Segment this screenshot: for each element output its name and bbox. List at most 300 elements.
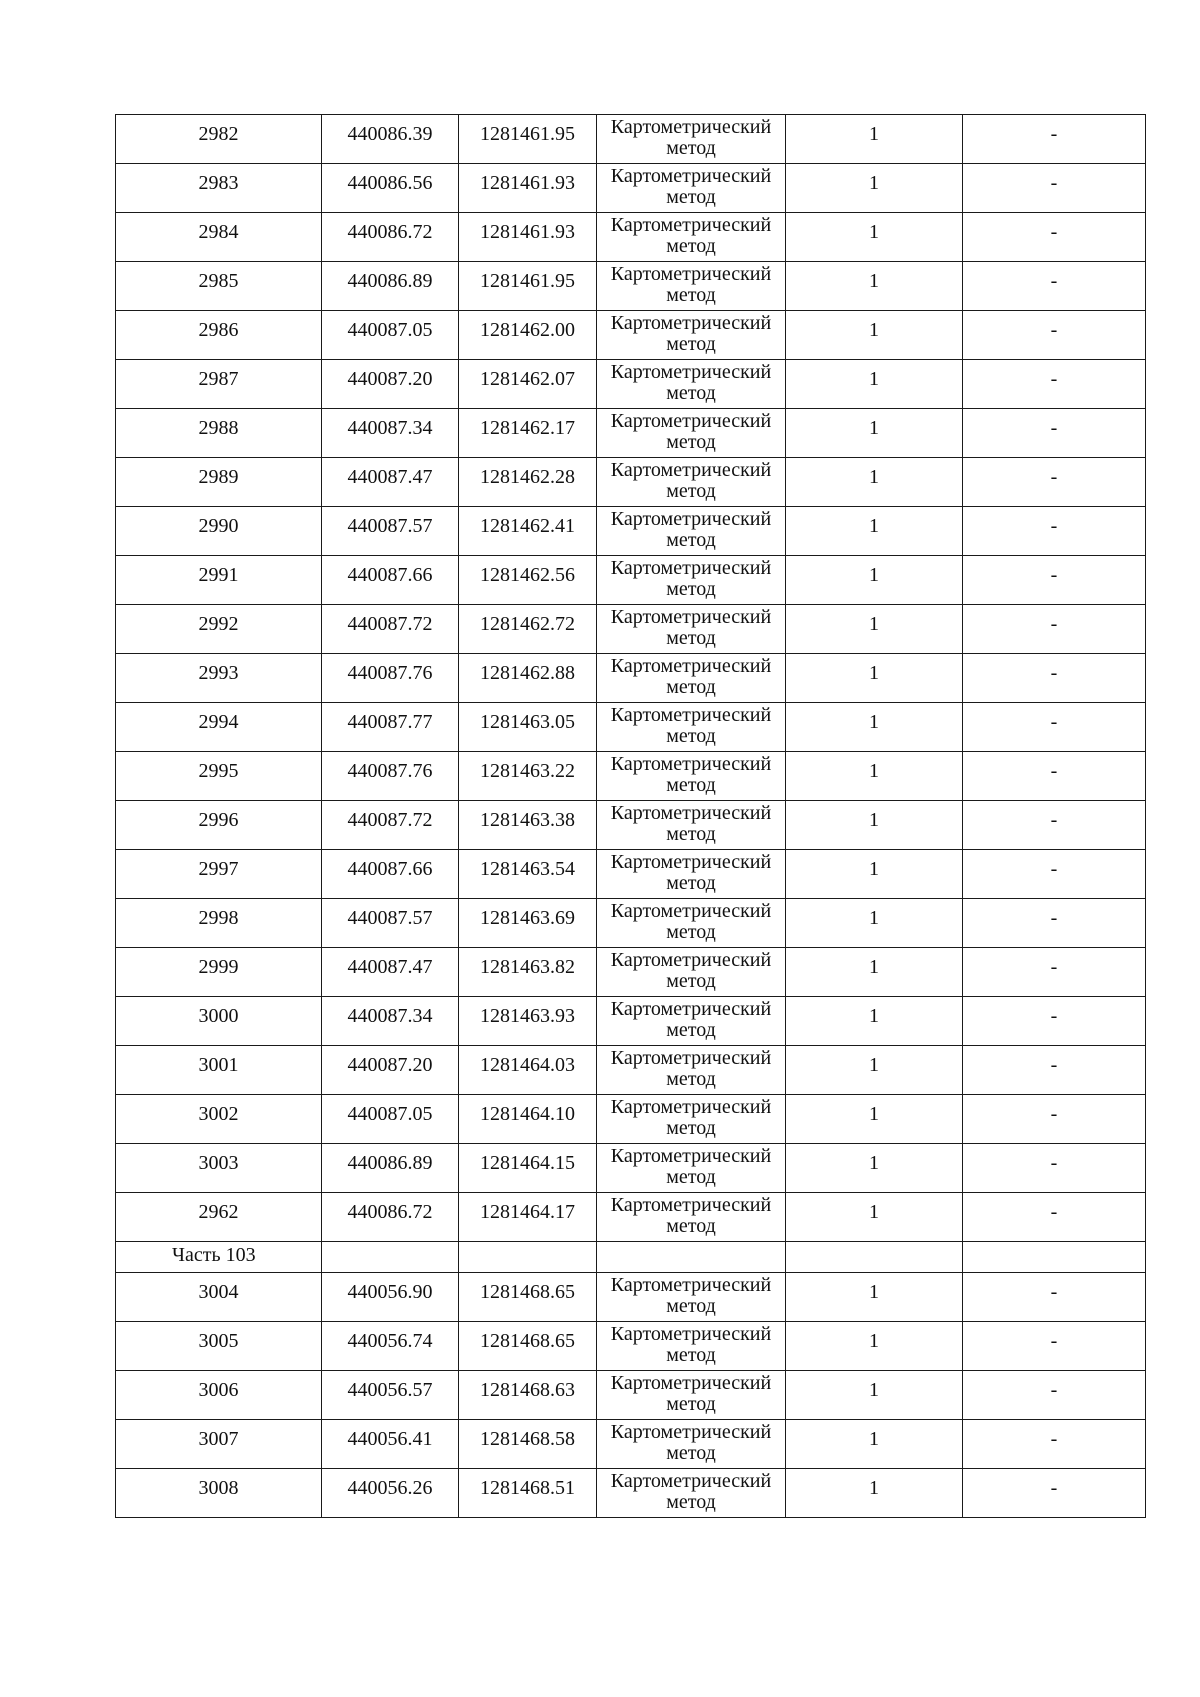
coord-y-cell — [459, 409, 597, 458]
coord-x-text: 440086.56 — [347, 172, 433, 194]
point-number-cell — [116, 801, 322, 850]
coord-y-text: 1281462.72 — [480, 613, 575, 635]
description-cell — [963, 654, 1146, 703]
method-cell — [597, 801, 786, 850]
accuracy-cell — [786, 360, 963, 409]
coord-y-cell — [459, 507, 597, 556]
coord-x-text: 440056.90 — [347, 1281, 433, 1303]
coord-x-text: 440056.57 — [347, 1379, 433, 1401]
point-number-text: 2994 — [198, 711, 239, 733]
point-number-cell — [116, 311, 322, 360]
description-text: - — [1050, 466, 1058, 488]
coord-x-text: 440087.66 — [347, 858, 433, 880]
accuracy-text: 1 — [869, 172, 879, 194]
coord-x-cell — [322, 1469, 459, 1518]
coord-y-cell — [459, 948, 597, 997]
table-row — [116, 556, 1146, 605]
description-cell — [963, 703, 1146, 752]
description-cell — [963, 1420, 1146, 1469]
coord-y-text: 1281463.38 — [480, 809, 575, 831]
accuracy-cell — [786, 654, 963, 703]
point-number-cell — [116, 1193, 322, 1242]
coord-x-cell — [322, 360, 459, 409]
method-text: Картометрический метод — [610, 949, 772, 992]
coord-y-text: 1281468.63 — [480, 1379, 575, 1401]
method-cell — [597, 262, 786, 311]
table-row — [116, 311, 1146, 360]
coord-y-cell — [459, 1371, 597, 1420]
accuracy-text: 1 — [869, 515, 879, 537]
coord-y-text: 1281462.56 — [480, 564, 575, 586]
point-number-cell — [116, 1046, 322, 1095]
accuracy-cell — [786, 311, 963, 360]
accuracy-text: 1 — [869, 760, 879, 782]
accuracy-text: 1 — [869, 1103, 879, 1125]
coord-y-cell — [459, 262, 597, 311]
table-row — [116, 164, 1146, 213]
table-row — [116, 801, 1146, 850]
description-cell — [963, 507, 1146, 556]
description-cell — [963, 1144, 1146, 1193]
method-cell — [597, 1046, 786, 1095]
coord-x-cell — [322, 899, 459, 948]
accuracy-text: 1 — [869, 221, 879, 243]
method-text: Картометрический метод — [610, 1372, 772, 1415]
empty-cell — [459, 1242, 597, 1273]
point-number-text: 3002 — [198, 1103, 239, 1125]
table-row — [116, 1469, 1146, 1518]
coord-y-cell — [459, 1144, 597, 1193]
coord-x-text: 440086.39 — [347, 123, 433, 145]
coord-y-text: 1281468.51 — [480, 1477, 575, 1499]
description-cell — [963, 360, 1146, 409]
method-cell — [597, 1469, 786, 1518]
accuracy-text: 1 — [869, 1379, 879, 1401]
description-cell — [963, 899, 1146, 948]
accuracy-cell — [786, 703, 963, 752]
coord-x-text: 440087.77 — [347, 711, 433, 733]
coord-y-cell — [459, 605, 597, 654]
method-text: Картометрический метод — [610, 655, 772, 698]
method-text: Картометрический метод — [610, 557, 772, 600]
method-cell — [597, 409, 786, 458]
coord-y-text: 1281461.93 — [480, 221, 575, 243]
coord-x-cell — [322, 164, 459, 213]
description-cell — [963, 213, 1146, 262]
coord-y-text: 1281463.54 — [480, 858, 575, 880]
description-cell — [963, 1273, 1146, 1322]
description-text: - — [1050, 319, 1058, 341]
description-text: - — [1050, 221, 1058, 243]
description-cell — [963, 997, 1146, 1046]
coord-x-cell — [322, 1046, 459, 1095]
description-cell — [963, 752, 1146, 801]
description-text: - — [1050, 613, 1058, 635]
accuracy-text: 1 — [869, 368, 879, 390]
coord-y-cell — [459, 850, 597, 899]
description-text: - — [1050, 1054, 1058, 1076]
coord-x-text: 440086.72 — [347, 1201, 433, 1223]
description-cell — [963, 409, 1146, 458]
method-text: Картометрический метод — [610, 606, 772, 649]
coord-x-cell — [322, 556, 459, 605]
accuracy-cell — [786, 1371, 963, 1420]
table-row — [116, 1193, 1146, 1242]
point-number-cell — [116, 1420, 322, 1469]
coord-x-cell — [322, 1420, 459, 1469]
point-number-cell — [116, 654, 322, 703]
table-row — [116, 115, 1146, 164]
coord-x-text: 440086.89 — [347, 270, 433, 292]
coord-y-text: 1281464.03 — [480, 1054, 575, 1076]
coord-x-text: 440087.76 — [347, 662, 433, 684]
method-text: Картометрический метод — [610, 459, 772, 502]
point-number-text: 3005 — [198, 1330, 239, 1352]
table-row — [116, 1095, 1146, 1144]
table-row — [116, 1144, 1146, 1193]
description-cell — [963, 1371, 1146, 1420]
method-text: Картометрический метод — [610, 263, 772, 306]
description-text: - — [1050, 172, 1058, 194]
coord-x-text: 440087.34 — [347, 417, 433, 439]
coord-x-text: 440087.57 — [347, 907, 433, 929]
coord-y-cell — [459, 213, 597, 262]
point-number-cell — [116, 899, 322, 948]
accuracy-cell — [786, 164, 963, 213]
description-text: - — [1050, 1152, 1058, 1174]
point-number-cell — [116, 1273, 322, 1322]
table-row — [116, 409, 1146, 458]
method-cell — [597, 1273, 786, 1322]
method-cell — [597, 360, 786, 409]
coord-x-cell — [322, 801, 459, 850]
point-number-cell — [116, 115, 322, 164]
coord-y-text: 1281463.05 — [480, 711, 575, 733]
coord-x-text: 440087.66 — [347, 564, 433, 586]
coord-x-cell — [322, 311, 459, 360]
method-cell — [597, 1095, 786, 1144]
coord-y-text: 1281463.93 — [480, 1005, 575, 1027]
coord-y-text: 1281464.17 — [480, 1201, 575, 1223]
description-cell — [963, 1322, 1146, 1371]
section-label: Часть 103 — [116, 1242, 322, 1273]
empty-cell — [597, 1242, 786, 1273]
coord-x-cell — [322, 458, 459, 507]
coord-x-cell — [322, 948, 459, 997]
description-cell — [963, 801, 1146, 850]
coord-y-text: 1281462.41 — [480, 515, 575, 537]
point-number-cell — [116, 948, 322, 997]
point-number-text: 3004 — [198, 1281, 239, 1303]
coord-x-cell — [322, 1322, 459, 1371]
description-text: - — [1050, 809, 1058, 831]
coord-x-cell — [322, 703, 459, 752]
accuracy-cell — [786, 556, 963, 605]
description-text: - — [1050, 515, 1058, 537]
table-row — [116, 948, 1146, 997]
point-number-text: 3003 — [198, 1152, 239, 1174]
accuracy-cell — [786, 997, 963, 1046]
section-separator-row — [116, 1242, 1146, 1273]
point-number-text: 2982 — [198, 123, 239, 145]
table-row — [116, 850, 1146, 899]
accuracy-cell — [786, 605, 963, 654]
method-text: Картометрический метод — [610, 1047, 772, 1090]
coord-x-cell — [322, 1144, 459, 1193]
method-text: Картометрический метод — [610, 802, 772, 845]
point-number-text: 2986 — [198, 319, 239, 341]
accuracy-text: 1 — [869, 1428, 879, 1450]
description-cell — [963, 556, 1146, 605]
coord-y-text: 1281468.65 — [480, 1330, 575, 1352]
method-cell — [597, 1144, 786, 1193]
table-row — [116, 213, 1146, 262]
point-number-cell — [116, 556, 322, 605]
method-text: Картометрический метод — [610, 704, 772, 747]
description-text: - — [1050, 1201, 1058, 1223]
method-text: Картометрический метод — [610, 116, 772, 159]
accuracy-text: 1 — [869, 466, 879, 488]
point-number-text: 2984 — [198, 221, 239, 243]
point-number-text: 3001 — [198, 1054, 239, 1076]
coord-y-text: 1281462.28 — [480, 466, 575, 488]
coord-x-cell — [322, 850, 459, 899]
accuracy-text: 1 — [869, 1330, 879, 1352]
point-number-text: 2989 — [198, 466, 239, 488]
table-row — [116, 605, 1146, 654]
accuracy-cell — [786, 899, 963, 948]
coord-x-cell — [322, 409, 459, 458]
coord-y-cell — [459, 458, 597, 507]
description-cell — [963, 1095, 1146, 1144]
coord-x-cell — [322, 507, 459, 556]
accuracy-cell — [786, 409, 963, 458]
description-cell — [963, 1193, 1146, 1242]
point-number-cell — [116, 1371, 322, 1420]
table-row — [116, 1371, 1146, 1420]
accuracy-text: 1 — [869, 662, 879, 684]
method-text: Картометрический метод — [610, 214, 772, 257]
accuracy-text: 1 — [869, 1054, 879, 1076]
method-text: Картометрический метод — [610, 1323, 772, 1366]
method-cell — [597, 556, 786, 605]
description-text: - — [1050, 564, 1058, 586]
table-row — [116, 1273, 1146, 1322]
accuracy-cell — [786, 1095, 963, 1144]
coord-y-cell — [459, 115, 597, 164]
coord-y-cell — [459, 703, 597, 752]
coord-x-text: 440056.41 — [347, 1428, 433, 1450]
accuracy-cell — [786, 752, 963, 801]
accuracy-cell — [786, 1322, 963, 1371]
description-cell — [963, 605, 1146, 654]
method-cell — [597, 605, 786, 654]
description-text: - — [1050, 711, 1058, 733]
table-row — [116, 899, 1146, 948]
method-text: Картометрический метод — [610, 165, 772, 208]
description-cell — [963, 850, 1146, 899]
method-text: Картометрический метод — [610, 508, 772, 551]
coord-y-cell — [459, 1469, 597, 1518]
coord-y-cell — [459, 1095, 597, 1144]
point-number-text: 2988 — [198, 417, 239, 439]
description-text: - — [1050, 1281, 1058, 1303]
accuracy-text: 1 — [869, 613, 879, 635]
description-cell — [963, 1046, 1146, 1095]
method-text: Картометрический метод — [610, 1194, 772, 1237]
point-number-cell — [116, 360, 322, 409]
description-cell — [963, 262, 1146, 311]
description-text: - — [1050, 956, 1058, 978]
point-number-text: 2998 — [198, 907, 239, 929]
accuracy-text: 1 — [869, 417, 879, 439]
empty-cell — [786, 1242, 963, 1273]
coord-x-text: 440087.57 — [347, 515, 433, 537]
coordinates-table — [115, 114, 1146, 1518]
point-number-cell — [116, 262, 322, 311]
description-text: - — [1050, 1103, 1058, 1125]
method-text: Картометрический метод — [610, 900, 772, 943]
description-text: - — [1050, 907, 1058, 929]
method-text: Картометрический метод — [610, 1274, 772, 1317]
method-cell — [597, 164, 786, 213]
method-cell — [597, 850, 786, 899]
method-text: Картометрический метод — [610, 410, 772, 453]
point-number-text: 2983 — [198, 172, 239, 194]
point-number-text: 3000 — [198, 1005, 239, 1027]
point-number-cell — [116, 997, 322, 1046]
accuracy-cell — [786, 801, 963, 850]
coord-x-cell — [322, 262, 459, 311]
description-text: - — [1050, 1330, 1058, 1352]
accuracy-text: 1 — [869, 1152, 879, 1174]
method-text: Картометрический метод — [610, 1096, 772, 1139]
accuracy-cell — [786, 1469, 963, 1518]
table-row — [116, 654, 1146, 703]
accuracy-text: 1 — [869, 564, 879, 586]
point-number-text: 2985 — [198, 270, 239, 292]
coord-y-cell — [459, 1420, 597, 1469]
coord-y-text: 1281468.58 — [480, 1428, 575, 1450]
coord-x-cell — [322, 605, 459, 654]
coord-y-text: 1281461.95 — [480, 123, 575, 145]
table-row — [116, 458, 1146, 507]
accuracy-text: 1 — [869, 809, 879, 831]
description-text: - — [1050, 368, 1058, 390]
accuracy-cell — [786, 1273, 963, 1322]
coord-x-text: 440087.72 — [347, 613, 433, 635]
description-cell — [963, 311, 1146, 360]
method-cell — [597, 1322, 786, 1371]
method-cell — [597, 703, 786, 752]
point-number-text: 2997 — [198, 858, 239, 880]
method-text: Картометрический метод — [610, 1421, 772, 1464]
method-cell — [597, 507, 786, 556]
description-cell — [963, 1469, 1146, 1518]
coord-x-text: 440086.72 — [347, 221, 433, 243]
coord-y-cell — [459, 752, 597, 801]
point-number-cell — [116, 213, 322, 262]
coord-x-cell — [322, 213, 459, 262]
accuracy-cell — [786, 1420, 963, 1469]
coord-y-text: 1281462.88 — [480, 662, 575, 684]
accuracy-text: 1 — [869, 1201, 879, 1223]
description-cell — [963, 164, 1146, 213]
coord-y-cell — [459, 899, 597, 948]
table-row — [116, 360, 1146, 409]
accuracy-text: 1 — [869, 907, 879, 929]
coord-x-cell — [322, 752, 459, 801]
coord-y-cell — [459, 1273, 597, 1322]
table-row — [116, 507, 1146, 556]
point-number-text: 3007 — [198, 1428, 239, 1450]
accuracy-text: 1 — [869, 956, 879, 978]
point-number-cell — [116, 1469, 322, 1518]
method-cell — [597, 115, 786, 164]
table-row — [116, 703, 1146, 752]
accuracy-text: 1 — [869, 1005, 879, 1027]
table-row — [116, 262, 1146, 311]
accuracy-cell — [786, 850, 963, 899]
coord-x-cell — [322, 1371, 459, 1420]
description-cell — [963, 115, 1146, 164]
coord-x-text: 440087.47 — [347, 956, 433, 978]
coord-y-cell — [459, 556, 597, 605]
coord-x-text: 440087.34 — [347, 1005, 433, 1027]
accuracy-text: 1 — [869, 123, 879, 145]
empty-cell — [322, 1242, 459, 1273]
accuracy-cell — [786, 213, 963, 262]
accuracy-cell — [786, 1046, 963, 1095]
point-number-text: 2993 — [198, 662, 239, 684]
method-cell — [597, 654, 786, 703]
coord-x-cell — [322, 1095, 459, 1144]
coord-y-cell — [459, 1193, 597, 1242]
method-text: Картометрический метод — [610, 753, 772, 796]
point-number-cell — [116, 1322, 322, 1371]
method-text: Картометрический метод — [610, 1470, 772, 1513]
point-number-cell — [116, 458, 322, 507]
method-cell — [597, 997, 786, 1046]
method-text: Картометрический метод — [610, 361, 772, 404]
coord-y-text: 1281468.65 — [480, 1281, 575, 1303]
coord-y-text: 1281462.00 — [480, 319, 575, 341]
description-text: - — [1050, 760, 1058, 782]
accuracy-cell — [786, 262, 963, 311]
method-cell — [597, 311, 786, 360]
coord-x-text: 440086.89 — [347, 1152, 433, 1174]
description-text: - — [1050, 270, 1058, 292]
coord-x-text: 440087.76 — [347, 760, 433, 782]
method-cell — [597, 1371, 786, 1420]
coord-y-text: 1281462.17 — [480, 417, 575, 439]
point-number-text: 2995 — [198, 760, 239, 782]
coord-x-text: 440087.20 — [347, 1054, 433, 1076]
accuracy-text: 1 — [869, 270, 879, 292]
point-number-cell — [116, 752, 322, 801]
point-number-cell — [116, 409, 322, 458]
coord-y-text: 1281461.95 — [480, 270, 575, 292]
accuracy-cell — [786, 1144, 963, 1193]
description-text: - — [1050, 662, 1058, 684]
method-cell — [597, 213, 786, 262]
coord-y-text: 1281464.10 — [480, 1103, 575, 1125]
coord-x-text: 440087.05 — [347, 319, 433, 341]
table-body — [116, 115, 1146, 1518]
method-cell — [597, 899, 786, 948]
description-text: - — [1050, 1005, 1058, 1027]
coord-x-text: 440087.20 — [347, 368, 433, 390]
